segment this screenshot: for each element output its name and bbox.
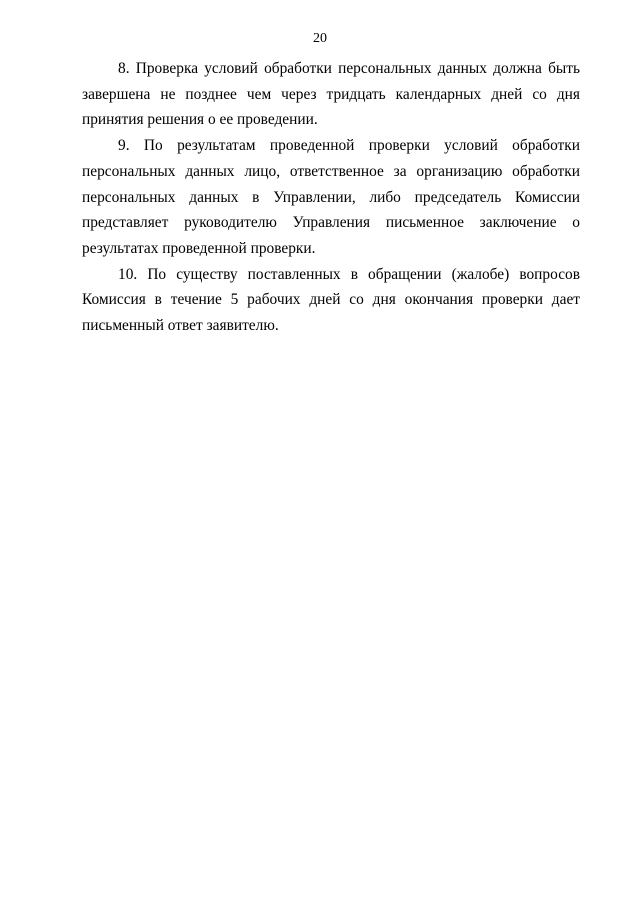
document-body <box>82 56 580 339</box>
paragraph-10: 10. По существу поставленных в обращении (жалобе) вопросов Комиссия в течение 5 рабочих дней со дня окончания проверки дает письменный ответ заявителю. <box>82 265 580 335</box>
page-number: 20 <box>313 31 327 46</box>
paragraph-9: 9. По результатам проведенной проверки условий обработки персональных данных лицо, ответственное за организацию обработки персональных данных в Управлении, либо председатель Комиссии представляет руководителю Управления письменное заключение о результатах проведенной проверки. <box>82 137 580 257</box>
paragraph-8: 8. Проверка условий обработки персональных данных должна быть завершена не позднее чем через тридцать календарных дней со дня принятия решения о ее проведении. <box>82 60 580 129</box>
